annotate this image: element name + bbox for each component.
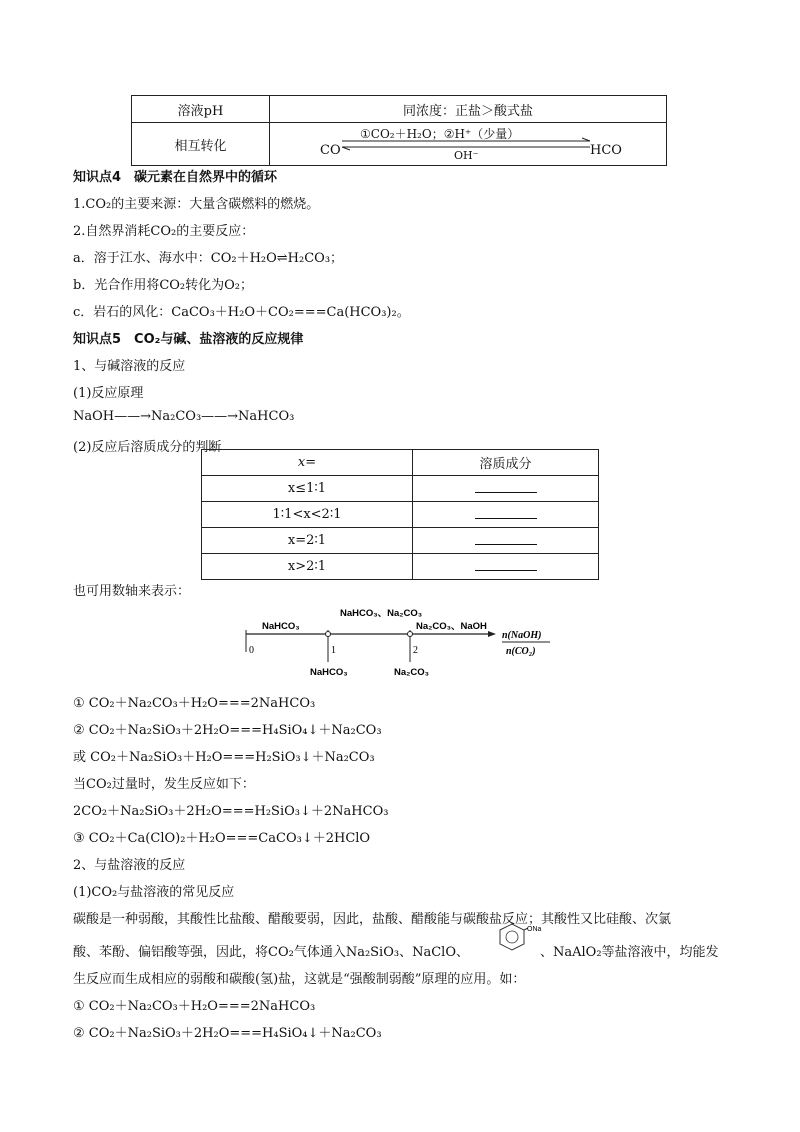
ratio-cell: 1∶1<x<2∶1	[202, 502, 413, 528]
subsection-salt: 2、与盐溶液的反应	[73, 858, 186, 873]
common-title: (1)CO₂与盐溶液的常见反应	[73, 885, 235, 900]
left-species: CO	[320, 143, 341, 158]
top-table	[131, 95, 667, 166]
ratio-denominator: n(CO₂)	[506, 646, 536, 657]
below-0: NaHCO₃	[310, 667, 348, 678]
section4-line: 2.自然界消耗CO₂的主要反应：	[73, 224, 255, 239]
tick-2: 2	[413, 645, 418, 656]
header-solute: 溶质成分	[413, 450, 599, 476]
principle-equation: NaOH——→Na₂CO₃——→NaHCO₃	[73, 409, 295, 424]
phenoxide-label: ONa	[527, 926, 542, 933]
ratio-numerator: n(NaOH)	[502, 630, 542, 641]
tick-1: 1	[331, 645, 336, 656]
conversion-label: 相互转化	[132, 123, 270, 166]
section5-heading: 知识点5 CO₂与碱、盐溶液的反应规律	[73, 332, 304, 347]
arrow-bottom-text: OH⁻	[454, 149, 479, 162]
ph-label: 溶液pH	[132, 96, 270, 123]
tick-0: 0	[249, 645, 254, 656]
header-x: x=	[202, 450, 413, 476]
paragraph-line: 、NaAlO₂等盐溶液中，均能发	[540, 945, 719, 960]
note-line: 当CO₂过量时，发生反应如下：	[73, 777, 255, 792]
equation: ③ CO₂＋Ca(ClO)₂＋H₂O===CaCO₃↓＋2HClO	[73, 831, 371, 846]
section4-line: a．溶于江水、海水中：CO₂＋H₂O⇌H₂CO₃；	[73, 251, 344, 266]
paragraph-line: 生反应而生成相应的弱酸和碳酸(氢)盐，这就是“强酸制弱酸”原理的应用。如：	[73, 972, 526, 987]
solute-blank	[413, 502, 599, 528]
ph-value: 同浓度：正盐＞酸式盐	[270, 96, 667, 123]
equation: 2CO₂＋Na₂SiO₃＋2H₂O===H₂SiO₃↓＋2NaHCO₃	[73, 804, 389, 819]
solute-blank	[413, 528, 599, 554]
principle-title: (1)反应原理	[73, 386, 144, 401]
conversion-cell	[270, 123, 667, 166]
right-species: HCO	[590, 143, 622, 158]
solute-table	[201, 449, 599, 580]
paragraph-line: 碳酸是一种弱酸，其酸性比盐酸、醋酸要弱，因此，盐酸、醋酸能与碳酸盐反应；其酸性又比硅酸、次氯	[73, 912, 672, 927]
paragraph-line: 酸、苯酚、偏铝酸等强，因此，将CO₂气体通入Na₂SiO₃、NaClO、	[73, 945, 469, 960]
judge-title: (2)反应后溶质成分的判断	[73, 440, 222, 455]
equation: ① CO₂＋Na₂CO₃＋H₂O===2NaHCO₃	[73, 999, 316, 1014]
number-axis	[240, 602, 560, 684]
below-1: Na₂CO₃	[394, 667, 430, 678]
arrow-top-text: ①CO₂＋H₂O；②H⁺（少量）	[360, 127, 520, 141]
equation: ① CO₂＋Na₂CO₃＋H₂O===2NaHCO₃	[73, 696, 316, 711]
section4-line: c．岩石的风化：CaCO₃＋H₂O＋CO₂===Ca(HCO₃)₂。	[73, 305, 410, 320]
sodium-phenoxide-structure	[486, 922, 542, 958]
equation: ② CO₂＋Na₂SiO₃＋2H₂O===H₄SiO₄↓＋Na₂CO₃	[73, 723, 382, 738]
above-0: NaHCO₃	[262, 621, 300, 632]
above-2: Na₂CO₃、NaOH	[416, 621, 487, 632]
ratio-cell: x≤1∶1	[202, 476, 413, 502]
equation: ② CO₂＋Na₂SiO₃＋2H₂O===H₄SiO₄↓＋Na₂CO₃	[73, 1026, 382, 1041]
ratio-cell: x>2∶1	[202, 554, 413, 580]
section4-line: b．光合作用将CO₂转化为O₂；	[73, 278, 254, 293]
ratio-cell: x=2∶1	[202, 528, 413, 554]
solute-blank	[413, 554, 599, 580]
solute-blank	[413, 476, 599, 502]
equation: 或 CO₂＋Na₂SiO₃＋H₂O===H₂SiO₃↓＋Na₂CO₃	[73, 750, 375, 765]
axis-intro: 也可用数轴来表示：	[73, 584, 191, 599]
section4-line: 1.CO₂的主要来源：大量含碳燃料的燃烧。	[73, 197, 320, 212]
subsection-alkali: 1、与碱溶液的反应	[73, 359, 186, 374]
above-1: NaHCO₃、Na₂CO₃	[340, 608, 423, 619]
section4-heading: 知识点4 碳元素在自然界中的循环	[73, 170, 278, 185]
